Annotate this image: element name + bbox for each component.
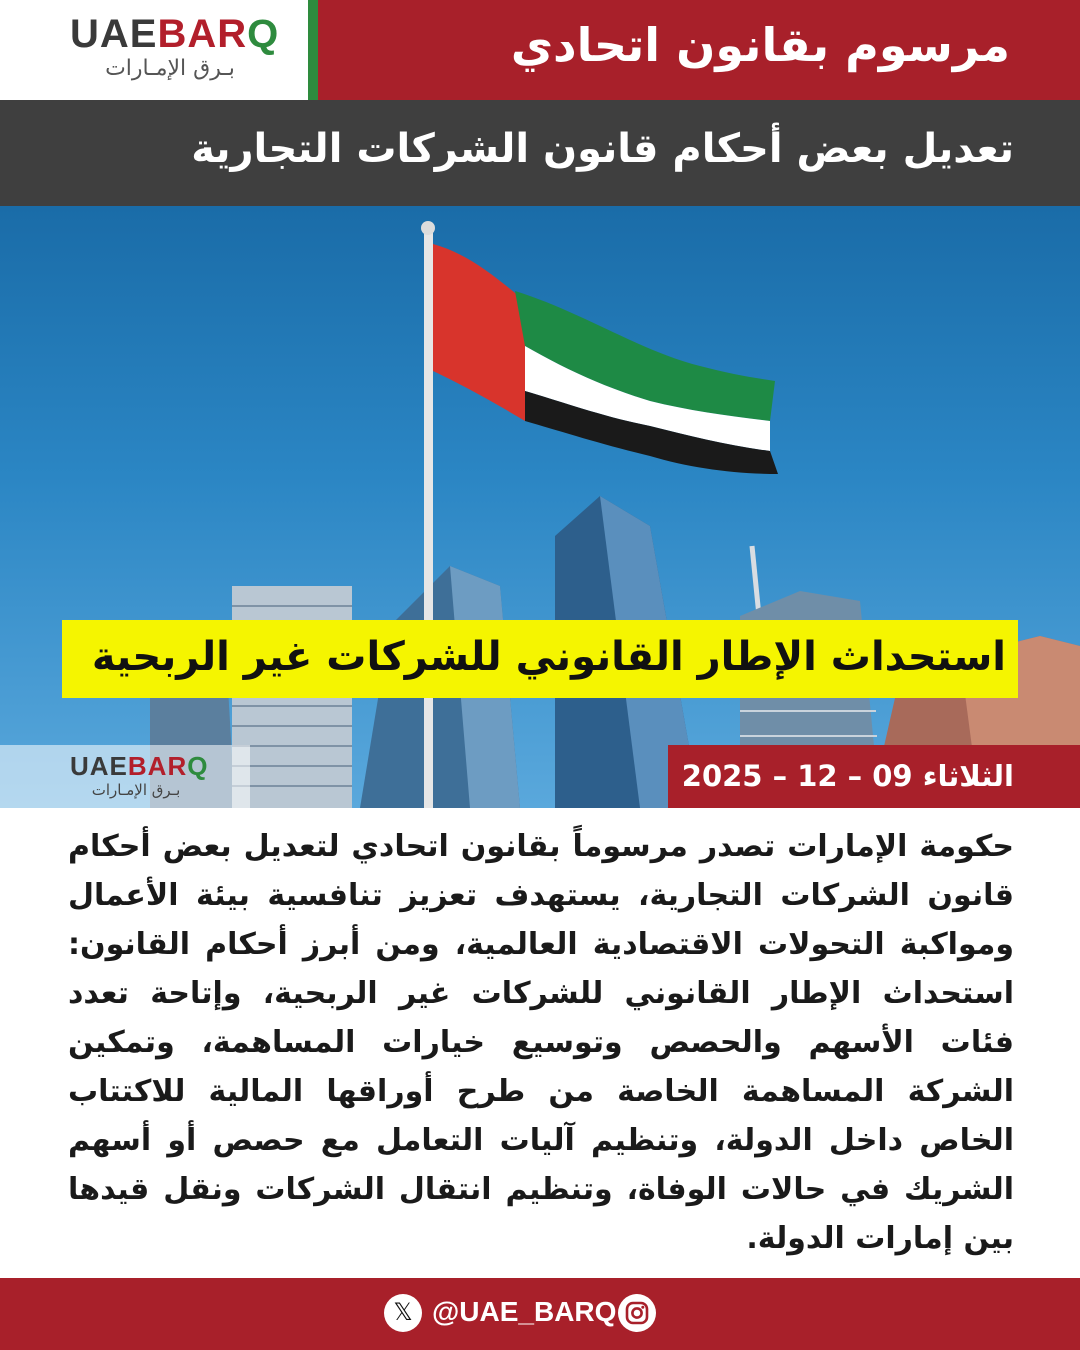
x-icon[interactable]: 𝕏 <box>384 1294 422 1332</box>
subtitle-bar <box>0 100 1080 206</box>
header <box>0 0 1080 100</box>
logo-wordmark: UAEBARQ <box>70 12 280 56</box>
green-divider <box>308 0 318 100</box>
watermark-wordmark: UAEBARQ <box>70 751 209 781</box>
footer <box>0 1278 1080 1350</box>
article-body: حكومة الإمارات تصدر مرسوماً بقانون اتحادي لتعديل بعض أحكام قانون الشركات التجارية، يستهدف تعزيز تنافسية بيئة الأعمال ومواكبة التحولات الاقتصادية العالمية، ومن أبرز أحكام القانون: استحداث الإطار القانوني للشركات غير الربحية، وإتاحة تعدد فئات الأسهم والحصص وتوسيع خيارات المساهمة، وتمكين الشركة المساهمة الخاصة من طرح أوراقها المالية للاكتتاب الخاص داخل الدولة، وتنظيم آليات التعامل مع حصص أو أسهم الشريك في حالات الوفاة، وتنظيم انتقال الشركات ونقل قيدها بين إمارات الدولة. <box>68 829 1014 1256</box>
highlight-text: استحداث الإطار القانوني للشركات غير الربحية <box>91 634 1006 680</box>
flag-pole <box>424 228 433 808</box>
hero-photo <box>0 206 1080 808</box>
brand-logo[interactable] <box>0 0 308 100</box>
date-text: الثلاثاء 09 – 12 – 2025 <box>681 759 1014 793</box>
watermark-logo <box>0 745 250 808</box>
page-title: مرسوم بقانون اتحادي <box>510 18 1010 72</box>
flag-skyline-illustration <box>0 206 1080 808</box>
highlight-banner <box>62 620 1018 698</box>
page-subtitle: تعديل بعض أحكام قانون الشركات التجارية <box>191 126 1014 172</box>
date-badge <box>668 745 1080 808</box>
watermark-arabic-text: بـرق الإمـارات <box>91 781 181 799</box>
logo-arabic-text: بـرق الإمـارات <box>105 56 235 81</box>
uae-flag-icon <box>433 244 778 474</box>
instagram-icon[interactable] <box>618 1294 656 1332</box>
title-banner <box>318 0 1080 100</box>
social-handle[interactable]: @UAE_BARQ <box>432 1296 617 1327</box>
